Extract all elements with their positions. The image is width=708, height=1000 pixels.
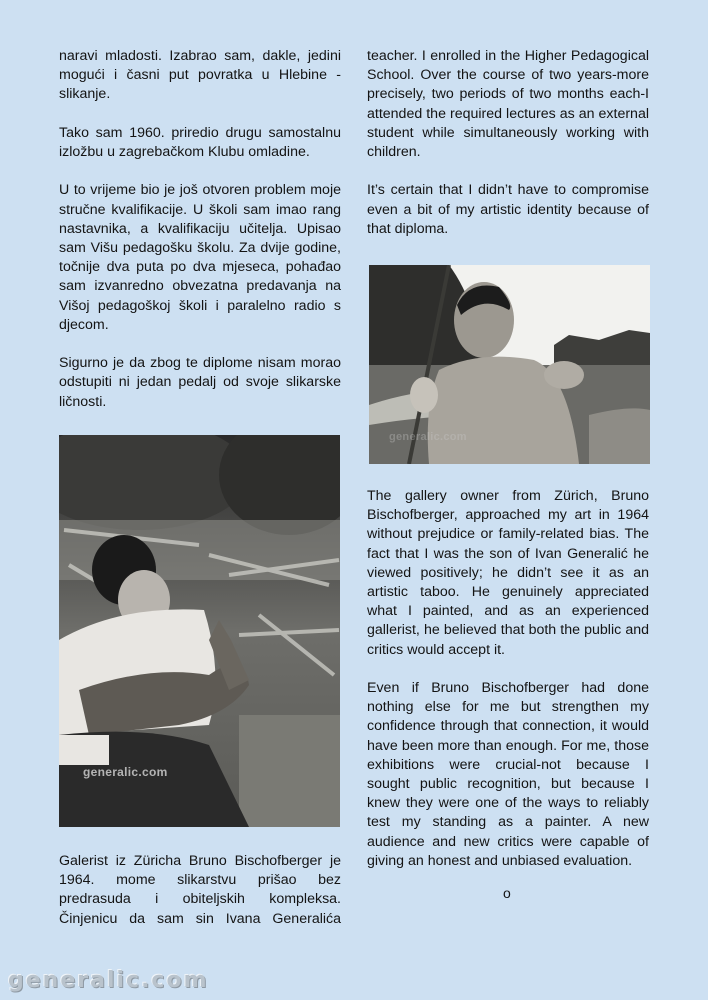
- paragraph: teacher. I enrolled in the Higher Pedagogical School. Over the course of two years-more precisely, two periods of two months each-I attended the required lectures as an external student while simultaneously working with children.: [367, 48, 649, 161]
- end-of-section-mark: o: [503, 885, 511, 901]
- paragraph: U to vrijeme bio je još otvoren problem moje stručne kvalifikacije. U školi sam imao rang nastavnika, a kvalifikaciju učitelja. Upisao sam Višu pedagošku školu. Za dvije godine, točnije dva puta po dva mjeseca, pohađao sam izvanredno obvezatna predavanja na Višoj pedagoškoj školi i paralelno radio s djecom.: [59, 182, 341, 333]
- photo-watermark: generalic.com: [389, 431, 467, 443]
- paragraph: The gallery owner from Zürich, Bruno Bischofberger, approached my art in 1964 without prejudice or family-related bias. The fact that I was the son of Ivan Generalić he viewed positively; he didn’t see it as an artistic taboo. He genuinely appreciated what I painted, and as an experienced gallerist, he believed that both the public and critics would accept it.: [367, 488, 649, 658]
- photo-man-with-pole: [369, 265, 650, 464]
- paragraph: Galerist iz Züricha Bruno Bischofberger je 1964. mome slikarstvu prišao bez predrasuda i obiteljskih kompleksa. Činjenicu da sam sin Ivana Generalića: [59, 853, 341, 927]
- right-column-text: [367, 47, 649, 258]
- paragraph: It’s certain that I didn’t have to compromise even a bit of my artistic identity because of that diploma.: [367, 182, 649, 237]
- right-column-bottom-text: [367, 487, 649, 890]
- left-column-text: [59, 47, 341, 431]
- site-logo-watermark: generalic.com: [8, 968, 209, 993]
- paragraph: Even if Bruno Bischofberger had done nothing else for me but strengthen my confidence through that connection, it would have been more than enough. For me, those exhibitions were crucial-not because I sought public recognition, but because I knew they were one of the ways to reliably test my standing as a painter. A new audience and new critics were capable of giving an honest and unbiased evaluation.: [367, 680, 649, 869]
- paragraph: Tako sam 1960. priredio drugu samostalnu izložbu u zagrebačkom Klubu omladine.: [59, 124, 341, 160]
- paragraph: Sigurno je da zbog te diplome nisam morao odstupiti ni jedan pedalj od svoje slikarske ličnosti.: [59, 355, 341, 410]
- left-column-bottom-text: [59, 852, 341, 948]
- photo-watermark: generalic.com: [83, 765, 168, 779]
- paragraph: naravi mladosti. Izabrao sam, dakle, jedini mogući i časni put povratka u Hlebine - slikanje.: [59, 48, 341, 103]
- photo-man-with-deer: [59, 435, 340, 827]
